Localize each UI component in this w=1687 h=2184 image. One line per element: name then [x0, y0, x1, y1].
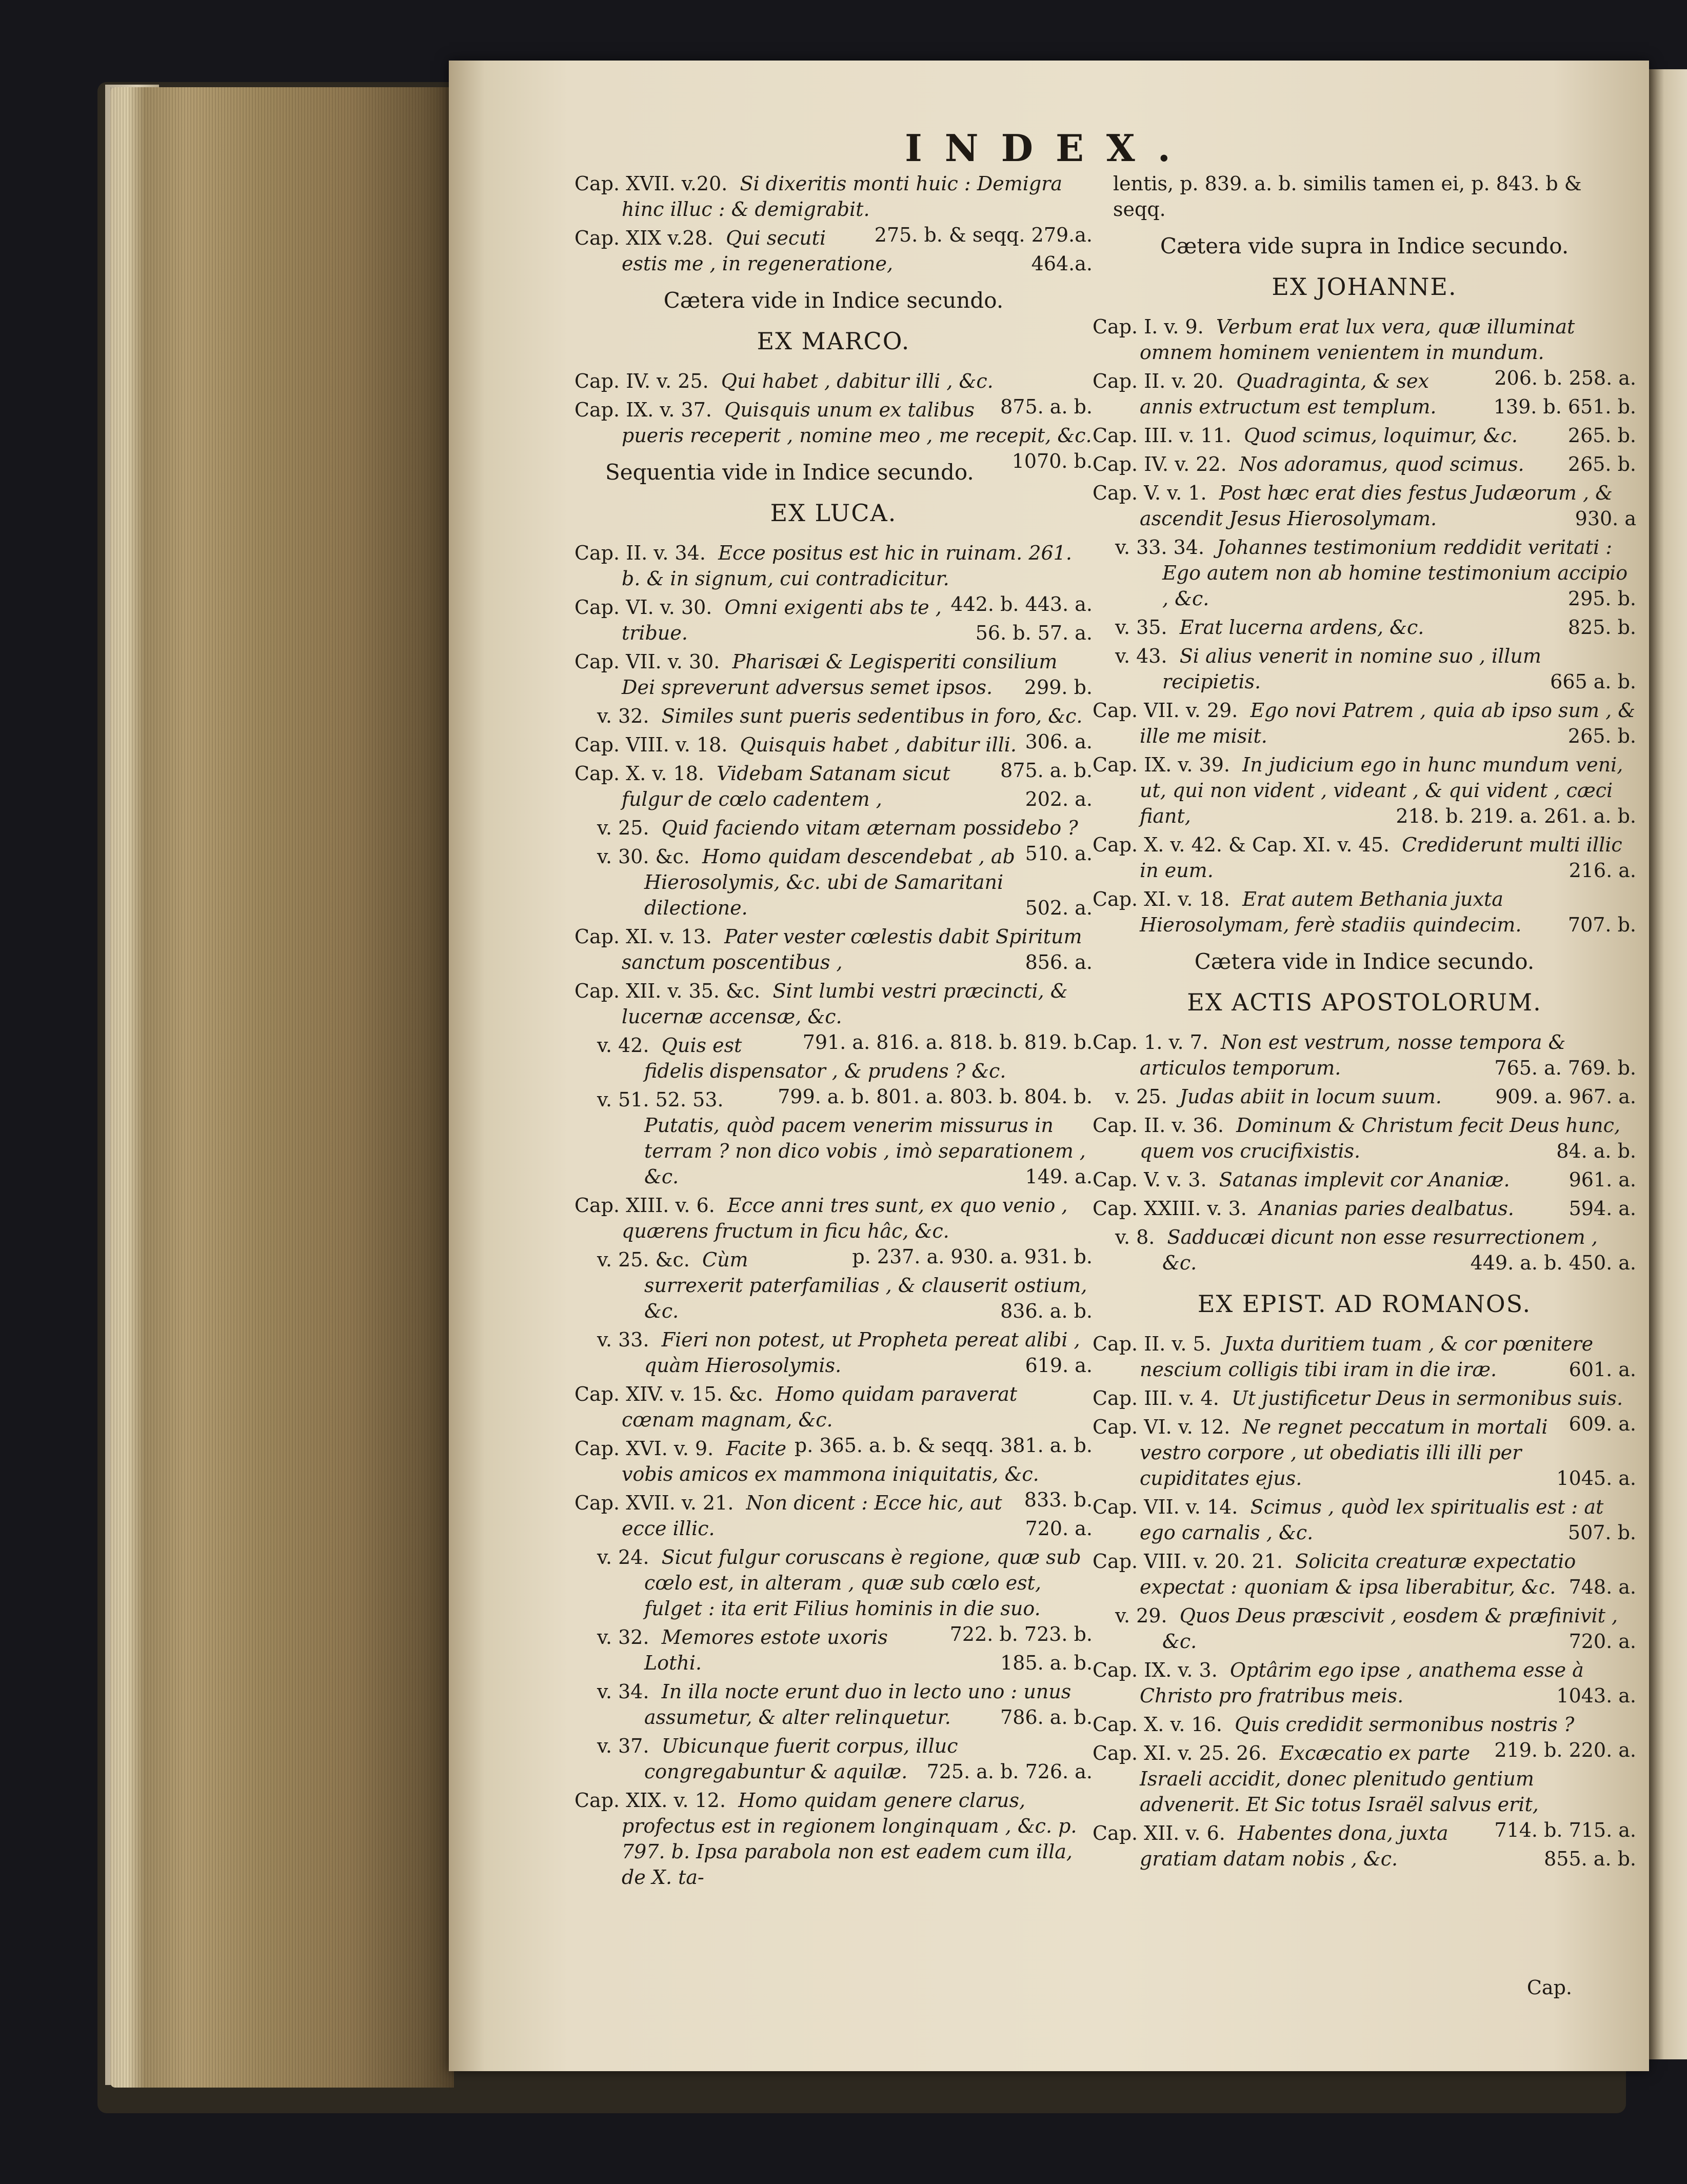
page-reference: 56. b. 57. a.: [975, 622, 1093, 644]
verse-reference: Cap. IV. v. 25.: [574, 370, 709, 392]
quotation-text: Ut justificetur Deus in sermonibus suis.: [1231, 1387, 1623, 1409]
page-reference: p. 365. a. b. & seqq. 381. a. b.: [794, 1434, 1093, 1457]
quotation-text: Solicita creaturæ expectatio expectat : quoniam & ipsa liberabitur, &c.: [1140, 1550, 1576, 1598]
quotation-text: Post hæc erat dies festus Judæorum , & ascendit Jesus Hierosolymam.: [1140, 482, 1613, 530]
verse-reference: Cap. XIV. v. 15. &c.: [574, 1383, 764, 1405]
verse-reference: v. 43.: [1115, 645, 1167, 667]
quotation-text: Verbum erat lux vera, quæ illuminat omnem hominem venientem in mundum.: [1140, 315, 1575, 364]
index-entry: [1093, 832, 1636, 883]
quotation-text: Facite vobis amicos ex mammona iniquitatis, &c.: [622, 1437, 1039, 1485]
page-reference: 725. a. b. 726. a.: [926, 1760, 1093, 1783]
verse-reference: Cap. VI. v. 30.: [574, 596, 712, 619]
verse-reference: Cap. III. v. 11.: [1093, 424, 1232, 447]
quotation-text: Memores estote uxoris Lothi.: [644, 1626, 888, 1674]
quotation-text: Homo quidam descendebat , ab Hierosolymis, &c. ubi de Samaritani dilectione.: [644, 845, 1015, 919]
page-reference: 707. b.: [1567, 914, 1636, 936]
verse-reference: v. 35.: [1115, 616, 1167, 639]
quotation-text: Sadducæi dicunt non esse resurrectionem , &c.: [1162, 1226, 1598, 1274]
index-entry: [1093, 1414, 1636, 1491]
verse-reference: Cap. VIII. v. 18.: [574, 733, 728, 756]
page-reference: 714. b. 715. a.: [1494, 1819, 1636, 1841]
page-reference: 720. a.: [1569, 1630, 1636, 1653]
index-subentry: [1115, 534, 1636, 611]
page-reference: 216. a.: [1569, 859, 1636, 882]
quotation-text: Nos adoramus, quod scimus.: [1239, 453, 1524, 475]
verse-reference: Cap. V. v. 3.: [1093, 1168, 1207, 1191]
quotation-text: Erat autem Bethania juxta Hierosolymam, ferè stadiis quindecim.: [1140, 888, 1522, 936]
index-subentry: [1115, 1224, 1636, 1276]
page-reference: 275. b. & seqq. 279.a.: [874, 224, 1093, 246]
index-subentry: [597, 844, 1093, 921]
section-heading: EX EPIST. AD ROMANOS.: [1197, 1290, 1532, 1318]
quotation-text: Johannes testimonium reddidit veritati : Ego autem non ab homine testimonium accipio , &c.: [1162, 536, 1628, 610]
index-entry: [1093, 1029, 1636, 1081]
index-subentry: [597, 1327, 1093, 1378]
index-subentry: [597, 1733, 1093, 1784]
index-page: [449, 61, 1649, 2071]
quotation-text: Quos Deus præscivit , eosdem & præfinivit , &c.: [1162, 1604, 1618, 1653]
section-heading: EX JOHANNE.: [1272, 273, 1457, 301]
verse-reference: Cap. XII. v. 35. &c.: [574, 980, 761, 1002]
page-reference: 1043. a.: [1556, 1684, 1636, 1707]
verse-reference: v. 25.: [1115, 1085, 1167, 1108]
index-entry: [1093, 1331, 1636, 1382]
quotation-text: Excæcatio ex parte Israeli accidit, donec plenitudo gentium advenerit. Et Sic totus Israël salvus erit,: [1140, 1742, 1539, 1816]
index-entry: [1093, 1494, 1636, 1545]
page-reference: 449. a. b. 450. a.: [1470, 1252, 1636, 1274]
page-reference: 930. a: [1575, 507, 1636, 530]
page-reference: 665 a. b.: [1550, 670, 1636, 693]
page-reference: 510. a.: [1025, 842, 1093, 865]
verse-reference: Cap. XXIII. v. 3.: [1093, 1197, 1247, 1220]
verse-reference: v. 33. 34.: [1115, 536, 1205, 559]
index-subentry: [597, 1679, 1093, 1730]
page-reference: 791. a. 816. a. 818. b. 819. b.: [802, 1031, 1093, 1054]
index-subentry: [1115, 1084, 1636, 1109]
page-reference: 609. a.: [1569, 1413, 1636, 1435]
page-reference: 799. a. b. 801. a. 803. b. 804. b.: [778, 1085, 1093, 1108]
page-reference: 594. a.: [1569, 1197, 1636, 1220]
index-entry: [1093, 1820, 1636, 1872]
verse-reference: Cap. I. v. 9.: [1093, 315, 1204, 338]
verse-reference: v. 37.: [597, 1735, 649, 1757]
page-reference: 265. b.: [1567, 725, 1636, 747]
verse-reference: Cap. IX. v. 39.: [1093, 753, 1230, 776]
quotation-text: Cùm surrexerit paterfamilias , & clauserit ostium, &c.: [644, 1248, 1087, 1322]
page-reference: 464.a.: [1031, 252, 1093, 275]
verse-reference: Cap. XI. v. 25. 26.: [1093, 1742, 1267, 1764]
page-reference: 836. a. b.: [1000, 1300, 1093, 1322]
right-column: [1093, 171, 1636, 1875]
verse-reference: Cap. II. v. 20.: [1093, 370, 1224, 392]
page-reference: 139. b. 651. b.: [1493, 395, 1636, 418]
verse-reference: Cap. VII. v. 29.: [1093, 699, 1238, 722]
quotation-text: In judicium ego in hunc mundum veni, ut, qui non vident , videant , & qui vident , cæci fiant,: [1140, 753, 1623, 827]
quotation-text: Ecce anni tres sunt, ex quo venio , quærens fructum in ficu hâc, &c.: [622, 1194, 1068, 1242]
page-reference: 219. b. 220. a.: [1494, 1739, 1636, 1761]
page-reference: 875. a. b.: [1000, 395, 1093, 418]
index-entry: [1093, 1657, 1636, 1709]
page-reference: 202. a.: [1025, 788, 1093, 810]
quotation-text: Sicut fulgur coruscans è regione, quæ sub cœlo est, in alteram , quæ sub cœlo est, fulget : ita erit Filius hominis in die suo.: [644, 1546, 1081, 1620]
page-reference: 206. b. 258. a.: [1494, 367, 1636, 389]
verse-reference: Cap. X. v. 18.: [574, 762, 704, 785]
verse-reference: Cap. XIX v.28.: [574, 227, 713, 249]
quotation-text: Quid faciendo vitam æternam possidebo ?: [661, 817, 1078, 839]
page-reference: 295. b.: [1567, 587, 1636, 610]
index-entry: [1093, 451, 1636, 477]
quotation-text: Non est vestrum, nosse tempora & articulos temporum.: [1140, 1031, 1566, 1079]
index-entry: [1093, 1113, 1636, 1164]
index-entry: [1093, 423, 1636, 448]
quotation-text: Sint lumbi vestri præcincti, & lucernæ accensæ, &c.: [622, 980, 1068, 1028]
running-head: INDEX.: [905, 126, 1193, 170]
verse-reference: Cap. II. v. 5.: [1093, 1333, 1212, 1355]
quotation-text: Quis est fidelis dispensator , & prudens ? &c.: [644, 1034, 1006, 1082]
cross-reference-note: Cætera vide in Indice secundo.: [663, 288, 1004, 313]
page-reference: 722. b. 723. b.: [949, 1623, 1093, 1645]
left-column: [574, 171, 1093, 1893]
quotation-text: Si dixeritis monti huic : Demigra hinc illuc : & demigrabit.: [622, 172, 1063, 221]
verse-reference: Cap. XIII. v. 6.: [574, 1194, 715, 1217]
verse-reference: v. 33.: [597, 1328, 649, 1351]
verse-reference: Cap. VII. v. 30.: [574, 650, 720, 673]
index-subentry: [1115, 614, 1636, 640]
quotation-text: Satanas implevit cor Ananiæ.: [1219, 1168, 1510, 1191]
page-reference: 909. a. 967. a.: [1495, 1085, 1636, 1108]
quotation-text: Pharisæi & Legisperiti consilium Dei spreverunt adversus semet ipsos.: [622, 650, 1058, 699]
verse-reference: v. 42.: [597, 1034, 649, 1057]
cross-reference-note: Sequentia vide in Indice secundo.: [605, 460, 974, 485]
quotation-text: Ananias paries dealbatus.: [1259, 1197, 1514, 1220]
page-reference: 149. a.: [1025, 1165, 1093, 1188]
quotation-text: Optârim ego ipse , anathema esse à Christo pro fratribus meis.: [1140, 1659, 1584, 1707]
quotation-text: Homo quidam genere clarus, profectus est in regionem longinquam , &c. p. 797. b. Ipsa parabola non est eadem cum illa, de X. ta-: [622, 1789, 1077, 1889]
quotation-text: Quis credidit sermonibus nostris ?: [1235, 1713, 1575, 1736]
verse-reference: Cap. XVII. v. 21.: [574, 1492, 734, 1514]
index-entry: [1093, 480, 1636, 531]
page-reference: 619. a.: [1025, 1354, 1093, 1377]
verse-reference: v. 30. &c.: [597, 845, 690, 868]
verse-reference: Cap. II. v. 36.: [1093, 1114, 1224, 1137]
index-entry: [1093, 1196, 1636, 1221]
page-reference: 442. b. 443. a.: [950, 593, 1093, 616]
page-reference: 218. b. 219. a. 261. a. b.: [1396, 805, 1636, 827]
quotation-text: Pater vester cœlestis dabit Spiritum sanctum poscentibus ,: [622, 925, 1082, 974]
verse-reference: v. 25. &c.: [597, 1248, 690, 1271]
page-reference: 856. a.: [1025, 951, 1093, 974]
quotation-text: Quisquis habet , dabitur illi.: [740, 733, 1017, 756]
verse-reference: Cap. II. v. 34.: [574, 542, 706, 564]
quotation-text: Similes sunt pueris sedentibus in foro, &c.: [661, 705, 1083, 727]
page-reference: 265. b.: [1567, 453, 1636, 475]
verse-reference: Cap. VIII. v. 20. 21.: [1093, 1550, 1283, 1573]
verse-reference: v. 25.: [597, 817, 649, 839]
page-reference: 84. a. b.: [1556, 1140, 1636, 1162]
verse-reference: v. 51. 52. 53.: [597, 1088, 724, 1111]
quotation-text: Ego novi Patrem , quia ab ipso sum , & ille me misit.: [1140, 699, 1636, 747]
quotation-text: Qui secuti estis me , in regeneratione,: [622, 227, 894, 275]
cross-reference-note: Cætera vide supra in Indice secundo.: [1160, 233, 1569, 259]
page-reference: 765. a. 769. b.: [1494, 1057, 1636, 1079]
verse-reference: Cap. XIX. v. 12.: [574, 1789, 726, 1812]
index-subentry: [1115, 643, 1636, 694]
page-reference: 502. a.: [1025, 897, 1093, 919]
section-heading: EX ACTIS APOSTOLORUM.: [1187, 988, 1542, 1016]
page-reference: 875. a. b.: [1000, 759, 1093, 782]
quotation-text: Homo quidam paraverat cœnam magnam, &c.: [622, 1383, 1018, 1431]
quotation-text: Videbam Satanam sicut fulgur de cœlo cadentem ,: [622, 762, 950, 810]
index-entry: [574, 761, 1093, 812]
index-entry: [1093, 752, 1636, 829]
verse-reference: Cap. VI. v. 12.: [1093, 1416, 1230, 1438]
index-entry: [574, 649, 1093, 700]
index-entry: [574, 924, 1093, 975]
index-entry: [1093, 886, 1636, 938]
verse-reference: v. 29.: [1115, 1604, 1167, 1627]
quotation-text: Erat lucerna ardens, &c.: [1179, 616, 1424, 639]
section-heading: EX MARCO.: [757, 327, 910, 355]
index-entry: [1093, 1548, 1636, 1600]
quotation-text: Juxta duritiem tuam , & cor pœnitere nescium colligis tibi iram in die iræ.: [1140, 1333, 1594, 1381]
verse-reference: Cap. VII. v. 14.: [1093, 1496, 1238, 1518]
verse-reference: Cap. XII. v. 6.: [1093, 1822, 1225, 1844]
verse-reference: Cap. IV. v. 22.: [1093, 453, 1227, 475]
quotation-text: Quod scimus, loquimur, &c.: [1244, 424, 1518, 447]
index-subentry: [597, 1087, 1093, 1189]
quotation-text: Crediderunt multi illic in eum.: [1140, 833, 1622, 882]
quotation-text: Ubicunque fuerit corpus, illuc congregabuntur & aquilæ.: [644, 1735, 958, 1783]
page-reference: 601. a.: [1569, 1358, 1636, 1381]
quotation-text: Quisquis unum ex talibus pueris receperit , nomine meo , me recepit, &c.: [622, 399, 1092, 447]
index-entry: [574, 1788, 1093, 1890]
facing-page-edge: [1649, 69, 1687, 2059]
index-entry: [574, 397, 1093, 472]
verse-reference: Cap. III. v. 4.: [1093, 1387, 1219, 1409]
quotation-text: Non dicent : Ecce hic, aut ecce illic.: [622, 1492, 1002, 1540]
index-entry: [574, 1490, 1093, 1541]
verse-reference: Cap. XVII. v.20.: [574, 172, 728, 195]
quotation-text: Putatis, quòd pacem venerim missurus in terram ? non dico vobis , imò separationem , &c.: [644, 1114, 1086, 1188]
book-page-edges: [110, 87, 454, 2088]
section-heading: EX LUCA.: [770, 499, 897, 527]
verse-reference: v. 32.: [597, 1626, 649, 1649]
page-reference: 299. b.: [1024, 676, 1093, 699]
page-reference: 1045. a.: [1556, 1467, 1636, 1490]
quotation-text: Ecce positus est hic in ruinam. 261. b. & in signum, cui contradicitur.: [622, 542, 1072, 590]
cross-reference-note: Cætera vide in Indice secundo.: [1194, 949, 1535, 974]
index-entry: [574, 225, 1093, 276]
page-reference: 855. a. b.: [1544, 1848, 1636, 1870]
verse-reference: Cap. XVI. v. 9.: [574, 1437, 714, 1460]
verse-reference: v. 8.: [1115, 1226, 1155, 1248]
verse-reference: v. 24.: [597, 1546, 649, 1568]
index-entry: [574, 594, 1093, 646]
verse-reference: Cap. XI. v. 13.: [574, 925, 712, 948]
page-reference: 786. a. b.: [1000, 1706, 1093, 1729]
index-entry: [1093, 698, 1636, 749]
page-reference: 185. a. b.: [1000, 1652, 1093, 1674]
continued-entry: lentis, p. 839. a. b. similis tamen ei, p. 843. b & seqq.: [1113, 172, 1582, 221]
verse-reference: v. 34.: [597, 1680, 649, 1703]
page-reference: 748. a.: [1569, 1576, 1636, 1598]
verse-reference: Cap. IX. v. 37.: [574, 399, 712, 421]
index-subentry: [597, 1624, 1093, 1676]
verse-reference: Cap. X. v. 42. & Cap. XI. v. 45.: [1093, 833, 1390, 856]
quotation-text: Quadraginta, & sex annis extructum est templum.: [1140, 370, 1437, 418]
quotation-text: Ne regnet peccatum in mortali vestro corpore , ut obediatis illi illi per cupiditates ejus.: [1140, 1416, 1548, 1490]
quotation-text: Omni exigenti abs te , tribue.: [622, 596, 942, 644]
verse-reference: Cap. X. v. 16.: [1093, 1713, 1222, 1736]
quotation-text: Qui habet , dabitur illi , &c.: [721, 370, 994, 392]
verse-reference: Cap. XI. v. 18.: [1093, 888, 1230, 910]
index-entry: [1093, 368, 1636, 420]
page-reference: 720. a.: [1025, 1517, 1093, 1540]
page-reference: 507. b.: [1567, 1521, 1636, 1544]
quotation-text: Scimus , quòd lex spiritualis est : at ego carnalis , &c.: [1140, 1496, 1604, 1544]
verse-reference: Cap. IX. v. 3.: [1093, 1659, 1218, 1681]
quotation-text: Habentes dona, juxta gratiam datam nobis , &c.: [1140, 1822, 1448, 1870]
page-reference: 1070. b.: [1011, 450, 1093, 472]
index-subentry: [1115, 1603, 1636, 1654]
page-reference: 306. a.: [1025, 730, 1093, 753]
page-reference: p. 237. a. 930. a. 931. b.: [852, 1245, 1093, 1268]
verse-reference: Cap. 1. v. 7.: [1093, 1031, 1208, 1054]
index-entry: [1093, 1167, 1636, 1193]
page-reference: 265. b.: [1567, 424, 1636, 447]
index-subentry: [597, 1247, 1093, 1324]
page-reference: 825. b.: [1567, 616, 1636, 639]
page-reference: 961. a.: [1569, 1168, 1636, 1191]
quotation-text: In illa nocte erunt duo in lecto uno : unus assumetur, & alter relinquetur.: [644, 1680, 1071, 1729]
catchword: Cap.: [1526, 1976, 1572, 1999]
page-reference: 833. b.: [1024, 1488, 1093, 1511]
verse-reference: v. 32.: [597, 705, 649, 727]
quotation-text: Judas abiit in locum suum.: [1179, 1085, 1442, 1108]
quotation-text: Dominum & Christum fecit Deus hunc, quem vos crucifixistis.: [1140, 1114, 1620, 1162]
quotation-text: Fieri non potest, ut Propheta pereat alibi , quàm Hierosolymis.: [644, 1328, 1080, 1377]
verse-reference: Cap. V. v. 1.: [1093, 482, 1207, 504]
quotation-text: Si alius venerit in nomine suo , illum recipietis.: [1162, 645, 1541, 693]
